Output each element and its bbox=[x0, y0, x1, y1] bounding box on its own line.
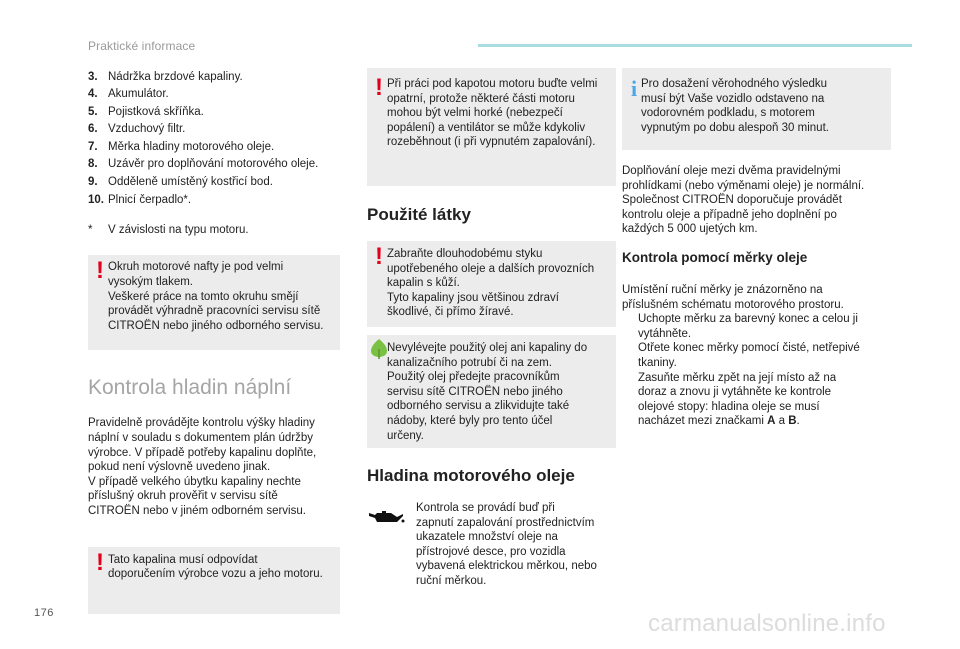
site-watermark: carmanualsonline.info bbox=[648, 610, 886, 637]
info-level-surface-text: Pro dosažení věrohodného výsledku musí být Vaše vozidlo odstaveno na vodorovném podkladu, s motorem vypnutým po dobu alespoň 30 minut. bbox=[641, 78, 829, 134]
dipstick-intro: Umístění ruční měrky je znázorněno na příslušném schématu motorového prostoru. bbox=[622, 283, 844, 311]
page-header-title: Praktické informace bbox=[88, 39, 196, 53]
component-list bbox=[88, 68, 340, 209]
list-item-number: 9. bbox=[88, 176, 98, 189]
list-item bbox=[88, 103, 340, 121]
list-item-number: 5. bbox=[88, 105, 98, 118]
list-item bbox=[88, 138, 340, 156]
warning-exclamation-icon: ! bbox=[375, 243, 383, 270]
list-item-number: 8. bbox=[88, 158, 98, 171]
list-item-number: 10. bbox=[88, 193, 104, 206]
info-i-icon: i bbox=[631, 76, 638, 101]
dipstick-step-3-last-line: nacházet mezi značkami A a B. bbox=[638, 415, 800, 428]
section-body-fluid-levels: Pravidelně provádějte kontrolu výšky hladiny náplní v souladu s dokumentem plán údržby výrobce. V případě potřeby kapalinu doplňte, pokud není výslovně uvedeno jinak. V případě velkého úbytku kapaliny nechte příslušný okruh prověřit v servisu sítě CITROËN nebo v jiném odborném servisu. bbox=[88, 417, 317, 517]
page-number: 176 bbox=[34, 607, 54, 619]
warning-fluid-spec-text: Tato kapalina musí odpovídat doporučením výrobce vozu a jeho motoru. bbox=[108, 553, 323, 581]
list-item bbox=[88, 156, 340, 174]
oil-can-icon bbox=[367, 509, 405, 530]
mark-a: A bbox=[767, 415, 776, 428]
footnote bbox=[88, 223, 340, 238]
dipstick-step-1: Uchopte měrku za barevný konec a celou ji vytáhněte. bbox=[622, 312, 891, 341]
section-title-engine-oil-level: Hladina motorového oleje bbox=[367, 466, 575, 485]
section-title-fluid-levels: Kontrola hladin náplní bbox=[88, 376, 292, 400]
header-accent-bar bbox=[478, 44, 912, 47]
footnote-star: * bbox=[88, 223, 93, 236]
warning-exclamation-icon: ! bbox=[375, 74, 383, 101]
list-item-text: Uzávěr pro doplňování motorového oleje. bbox=[108, 158, 319, 171]
column-middle bbox=[367, 68, 616, 589]
list-item-text: Vzduchový filtr. bbox=[108, 123, 186, 136]
warning-box-fluid-spec bbox=[88, 547, 340, 614]
list-item bbox=[88, 121, 340, 139]
bullet-marker bbox=[622, 312, 638, 341]
eco-box-disposal bbox=[367, 335, 616, 448]
warning-box-diesel bbox=[88, 255, 340, 350]
list-item bbox=[88, 68, 340, 86]
footnote-text: V závislosti na typu motoru. bbox=[108, 223, 249, 236]
list-item-text: Plnicí čerpadlo*. bbox=[108, 193, 192, 206]
section-title-dipstick-check: Kontrola pomocí měrky oleje bbox=[622, 249, 808, 265]
list-item-number: 6. bbox=[88, 123, 98, 136]
environment-leaf-icon bbox=[370, 339, 388, 364]
warning-box-hot-engine bbox=[367, 68, 616, 186]
warning-skin-contact-text: Zabraňte dlouhodobému styku upotřebeného oleje a dalších provozních kapalin s kůží. Tyto kapaliny jsou většinou zdraví škodlivé, či přímo žíravé. bbox=[387, 248, 595, 319]
mark-b: B bbox=[788, 415, 797, 428]
bullet-marker bbox=[622, 341, 638, 370]
oil-level-text: Kontrola se provádí buď při zapnutí zapalování prostřednictvím ukazatele množství oleje na přístrojové desce, pro vozidla vybavená elektrickou měrkou, nebo ruční měrkou. bbox=[416, 502, 597, 587]
warning-hot-engine-text: Při práci pod kapotou motoru buďte velmi opatrní, protože některé části motoru mohou být velmi horké (nebezpečí popálení) a ventilátor se může kdykoliv rozeběhnout (i při vypnutém zapalování). bbox=[387, 78, 598, 149]
warning-exclamation-icon: ! bbox=[96, 257, 104, 285]
list-item-text: Nádržka brzdové kapaliny. bbox=[108, 70, 243, 83]
dipstick-step-2: Otřete konec měrky pomocí čisté, netřepivé tkaniny. bbox=[622, 341, 891, 370]
list-item bbox=[88, 191, 340, 209]
section-title-used-substances: Použité látky bbox=[367, 205, 471, 224]
list-item-text: Pojistková skříňka. bbox=[108, 105, 204, 118]
list-item-number: 3. bbox=[88, 70, 98, 83]
oil-level-block bbox=[367, 501, 616, 589]
column-left bbox=[88, 68, 340, 614]
list-item-text: Akumulátor. bbox=[108, 88, 169, 101]
warning-exclamation-icon: ! bbox=[96, 548, 104, 576]
warning-box-skin-contact bbox=[367, 241, 616, 327]
dipstick-step-3: Zasuňte měrku zpět na její místo až na doraz a znovu ji vytáhněte ke kontrole olejové stopy: hladina oleje se musí nacházet mezi značkami A a B. bbox=[622, 371, 891, 429]
list-item-number: 7. bbox=[88, 140, 98, 153]
list-item-text: Měrka hladiny motorového oleje. bbox=[108, 140, 275, 153]
column-right bbox=[622, 68, 891, 429]
info-box-level-surface bbox=[622, 68, 891, 150]
warning-diesel-text: Okruh motorové nafty je pod velmi vysokým tlakem. Veškeré práce na tomto okruhu smějí provádět výhradně pracovníci servisu sítě CITROËN nebo jiného odborného servisu. bbox=[108, 261, 324, 332]
list-item-text: Odděleně umístěný kostřicí bod. bbox=[108, 176, 273, 189]
oil-topup-paragraph: Doplňování oleje mezi dvěma pravidelnými prohlídkami (nebo výměnami oleje) je normální. Společnost CITROËN doporučuje provádět kontrolu oleje a případně jeho doplnění po každých 5 000 ujetých km. bbox=[622, 165, 865, 236]
eco-disposal-text: Nevylévejte použitý olej ani kapaliny do kanalizačního potrubí či na zem. Použitý olej předejte pracovníkům servisu sítě CITROËN nebo jiného odborného servisu a zlikvidujte také nádoby, které byly pro tento účel určeny. bbox=[387, 342, 588, 442]
list-item bbox=[88, 86, 340, 104]
bullet-marker bbox=[622, 371, 638, 429]
list-item bbox=[88, 174, 340, 192]
list-item-number: 4. bbox=[88, 88, 98, 101]
